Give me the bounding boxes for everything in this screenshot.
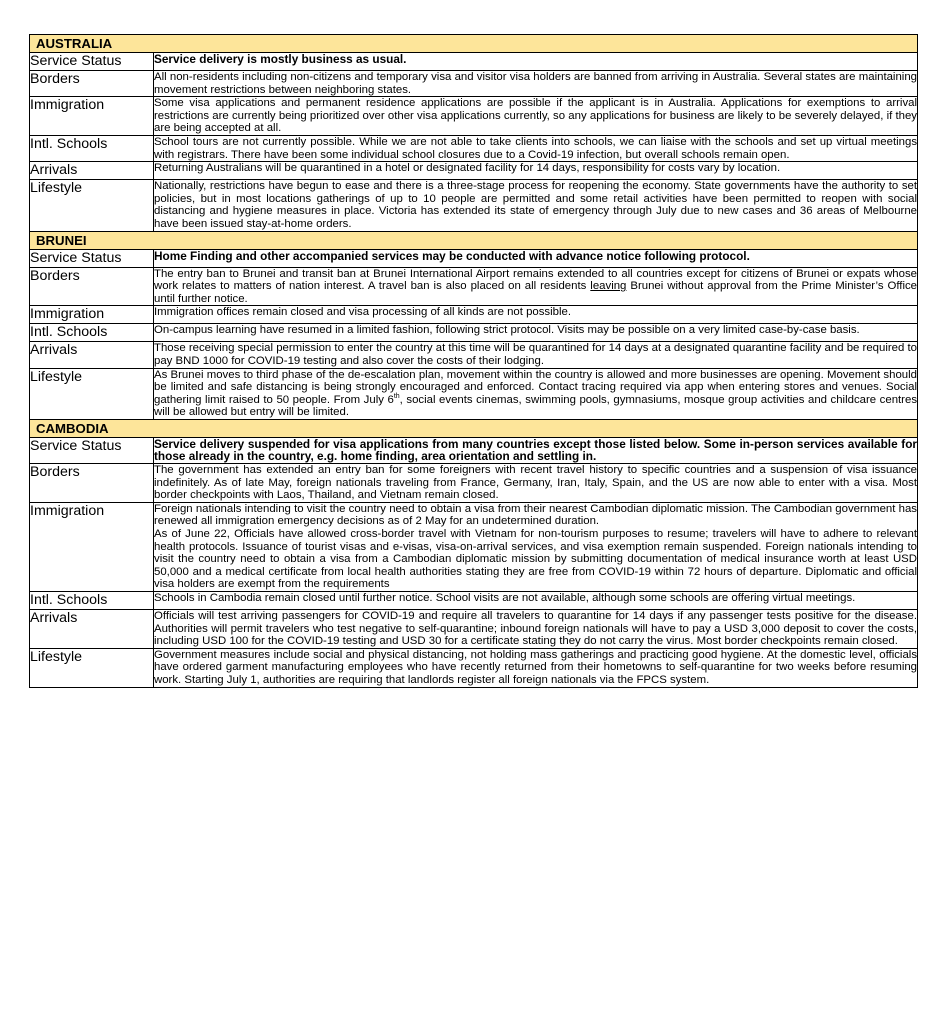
row-text: Some visa applications and permanent residence applications are possible if the applicant is in Australia. Applications for exemptions to arrival restrictions are currently being prioritized over other visa applications currently, so any applications for business are likely to be severely delayed, if they are being accepted at all.: [154, 97, 918, 135]
table-row: [30, 648, 918, 687]
paragraph: Foreign nationals intending to visit the country need to obtain a visa from their nearest Cambodian diplomatic mission. The Cambodian government has renewed all immigration emergency decisions as of 2 May for an undetermined duration.: [154, 502, 918, 528]
table-row: [30, 592, 918, 610]
table-row: [30, 135, 918, 161]
row-label: Service Status: [30, 53, 154, 71]
service-status-text: Service delivery suspended for visa applications from many countries except those listed below. Some in-person services available for those already in the country, e.g. home finding, area orientation and settling in.: [154, 436, 918, 464]
table-row: [30, 162, 918, 180]
table-row: [30, 97, 918, 136]
row-label: Arrivals: [30, 162, 154, 180]
row-label: Service Status: [30, 437, 154, 463]
row-label: Arrivals: [30, 342, 154, 368]
row-label: Immigration: [30, 306, 154, 324]
country-name: BRUNEI: [30, 231, 918, 249]
row-label: Lifestyle: [30, 368, 154, 419]
table-row: [30, 464, 918, 503]
table-row: [30, 324, 918, 342]
row-text: Officials will test arriving passengers for COVID-19 and require all travelers to quarantine for 14 days if any passenger tests positive for the disease. Authorities will permit travelers who test negative to self-quarantine; inbound foreign nationals will have to pay a USD 3,000 deposit to cover the costs, including USD 100 for the COVID-19 testing and USD 30 for a certificate stating they do not carry the virus. Most border checkpoints remain closed.: [154, 610, 918, 648]
table-row: [30, 306, 918, 324]
service-status-text: Service delivery is mostly business as usual.: [154, 53, 918, 71]
row-label: Intl. Schools: [30, 135, 154, 161]
underlined-word: leaving: [590, 280, 627, 293]
row-text: Nationally, restrictions have begun to ease and there is a three-stage process for reopening the economy. State governments have the authority to set policies, but in most locations gatherings of up to 10 people are permitted and some retail activities have been permitted to reopen with social distancing and hygiene measures in place. Victoria has extended its state of emergency through July due to new cases and 36 areas of Melbourne have been issued stay-at-home orders.: [154, 180, 918, 230]
country-status-table: [29, 34, 918, 688]
text-segment: Brunei without approval from the Prime Minister’s Office until further notice.: [154, 280, 918, 305]
row-text: [154, 267, 918, 306]
table-row: [30, 267, 918, 306]
row-label: Lifestyle: [30, 648, 154, 687]
country-header-row: [30, 35, 918, 53]
text-segment: As Brunei moves to third phase of the de-escalation plan, movement within the country is allowed and more businesses are opening. Movement should be limited and safe distancing is being strongly encouraged and enforced. Contact tracing required via app when entering stores and venues. Social gathering limit raised to 50 people. From July 6: [154, 368, 918, 406]
row-text: Immigration offices remain closed and visa processing of all kinds are not possible.: [154, 306, 918, 324]
row-text: [154, 368, 918, 419]
row-text: Returning Australians will be quarantined in a hotel or designated facility for 14 days, responsibility for costs vary by location.: [154, 162, 918, 180]
row-label: Immigration: [30, 97, 154, 136]
row-text: On-campus learning have resumed in a limited fashion, following strict protocol. Visits may be possible on a very limited case-by-case basis.: [154, 324, 918, 342]
superscript: th: [393, 392, 400, 400]
paragraph: As of June 22, Officials have allowed cross-border travel with Vietnam for non-tourism purposes to resume; travelers will have to adhere to relevant health protocols. Issuance of tourist visas and e-visas, visa-on-arrival services, and visa exemption remain suspended. Foreign nationals intending to visit the country need to obtain a visa from a Cambodian diplomatic mission by submitting documentation of medical insurance worth at least USD 50,000 and a medical certificate from local health authorities stating they are free from COVID-19 within 72 hours of departure. Diplomatic and official visa holders are exempt from the requirements: [154, 528, 918, 591]
text-segment: The entry ban to Brunei and transit ban at Brunei International Airport remains extended to all countries except for citizens of Brunei or expats whose work relates to matters of nation interest. A travel ban is also placed on all residents: [154, 267, 918, 293]
row-text: All non-residents including non-citizens and temporary visa and visitor visa holders are banned from arriving in Australia. Several states are maintaining movement restrictions between neighboring states.: [154, 71, 918, 96]
table-row: [30, 610, 918, 649]
table-row: [30, 368, 918, 419]
row-label: Borders: [30, 71, 154, 97]
table-row: [30, 502, 918, 591]
row-text: [154, 502, 918, 591]
table-row: [30, 249, 918, 267]
row-text: School tours are not currently possible. While we are not able to take clients into schools, we can liaise with the schools and set up virtual meetings with registrars. There have been some individual school closures due to a Covid-19 infection, but overall schools remain open.: [154, 135, 918, 161]
row-text: Schools in Cambodia remain closed until further notice. School visits are not available, although some schools are offering virtual meetings.: [154, 592, 918, 610]
country-header-row: [30, 231, 918, 249]
row-label: Arrivals: [30, 610, 154, 649]
country-name: CAMBODIA: [30, 419, 918, 437]
row-label: Borders: [30, 464, 154, 503]
table-row: [30, 71, 918, 97]
row-label: Intl. Schools: [30, 324, 154, 342]
service-status-text: Home Finding and other accompanied services may be conducted with advance notice following protocol.: [154, 249, 918, 267]
table-row: [30, 53, 918, 71]
row-label: Immigration: [30, 502, 154, 591]
table-row: [30, 342, 918, 368]
row-label: Lifestyle: [30, 180, 154, 231]
row-text: The government has extended an entry ban for some foreigners with recent travel history to specific countries and a suspension of visa issuance indefinitely. As of late May, foreign nationals traveling from France, Germany, Iran, Italy, Spain, and the US are now able to enter with a visa. Most border checkpoints with Laos, Thailand, and Vietnam remain closed.: [154, 464, 918, 502]
table-row: [30, 180, 918, 231]
text-segment: , social events cinemas, swimming pools, gymnasiums, mosque group activities and childcare centres will be allowed but entry will be limited.: [154, 393, 918, 419]
row-label: Service Status: [30, 249, 154, 267]
row-text: Those receiving special permission to enter the country at this time will be quarantined for 14 days at a designated quarantine facility and be required to pay BND 1000 for COVID-19 testing and also cover the costs of their lodging.: [154, 342, 918, 367]
row-label: Intl. Schools: [30, 592, 154, 610]
country-header-row: [30, 419, 918, 437]
row-label: Borders: [30, 267, 154, 306]
row-text: Government measures include social and physical distancing, not holding mass gatherings and practicing good hygiene. At the domestic level, officials have ordered garment manufacturing employees who have recently returned from their hometowns to self-quarantine for two weeks before resuming work. Starting July 1, authorities are requiring that landlords register all foreign nationals via the FPCS system.: [154, 648, 918, 686]
country-name: AUSTRALIA: [30, 35, 918, 53]
table-row: [30, 437, 918, 463]
